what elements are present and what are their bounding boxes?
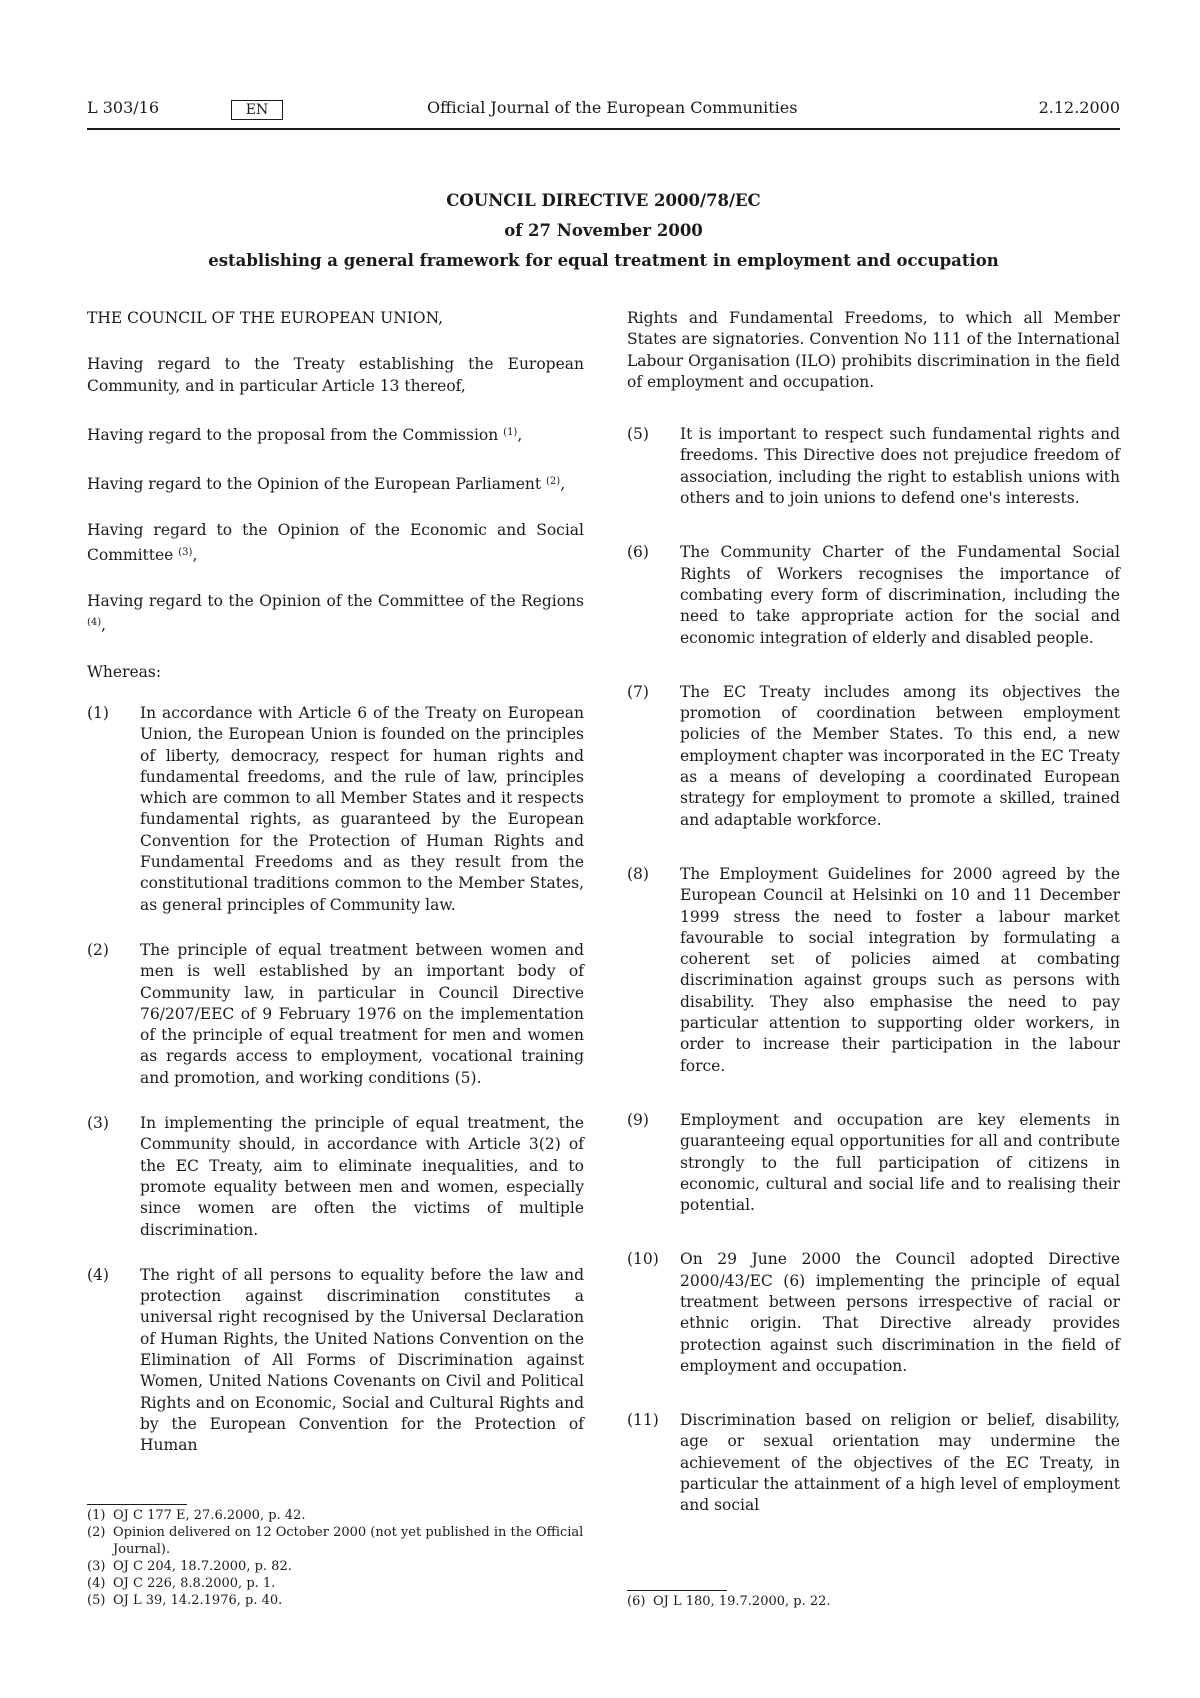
- council-line: THE COUNCIL OF THE EUROPEAN UNION,: [87, 309, 444, 327]
- footnote-rule: [627, 1590, 727, 1591]
- recital-text: The Employment Guidelines for 2000 agreed by the European Council at Helsinki on 10 and 11 December 1999 stress the need to foster a labour market favourable to social integration by formulating a coherent set of policies aimed at combating discrimination against groups such as persons with disability. They also emphasise the need to pay particular attention to supporting older workers, in order to increase their participation in the labour force.: [680, 864, 1120, 1075]
- footnote-mark: (6): [627, 1594, 646, 1609]
- recital-number: (11): [627, 1411, 659, 1430]
- recital-text: The Community Charter of the Fundamental Social Rights of Workers recognises the importance of combating every form of discrimination, including the need to take appropriate action for the social and economic integration of elderly and disabled people.: [680, 543, 1120, 647]
- recital-number: (5): [627, 425, 649, 444]
- document-title: [87, 186, 1120, 276]
- publication-date: 2.12.2000: [1038, 98, 1120, 117]
- footnote-ref[interactable]: (3): [178, 546, 193, 558]
- citation-text: Having regard to the Opinion of the Committee of the Regions: [87, 592, 584, 611]
- recital-number: (9): [627, 1110, 649, 1129]
- recital-number: (1): [87, 703, 109, 722]
- footnotes-right: [627, 1590, 1120, 1610]
- recital-number: (4): [87, 1265, 109, 1284]
- header-rule: [87, 128, 1120, 130]
- recital: [627, 1410, 1120, 1516]
- continuation-paragraph: Rights and Fundamental Freedoms, to which all Member States are signatories. Convention No 111 of the International Labour Organisation (ILO) prohibits discrimination in the field of employment and occupation.: [627, 309, 1120, 391]
- footnote-text: OJ C 177 E, 27.6.2000, p. 42.: [113, 1508, 306, 1523]
- recital-text: Employment and occupation are key elements in guaranteeing equal opportunities for all and contribute strongly to the full participation of citizens in economic, cultural and social life and to realising their potential.: [680, 1110, 1120, 1215]
- citation-text: Having regard to the Opinion of the European Parliament: [87, 475, 547, 494]
- footnote: [627, 1593, 1120, 1610]
- recital: [87, 940, 584, 1089]
- journal-title: Official Journal of the European Communities: [427, 98, 798, 117]
- citation-tail: ,: [560, 475, 566, 494]
- recital: [627, 424, 1120, 509]
- footnote-text: OJ C 226, 8.8.2000, p. 1.: [113, 1576, 276, 1591]
- citation-paragraph: [87, 422, 584, 446]
- recital: [87, 1265, 584, 1457]
- footnote-ref[interactable]: (2): [546, 476, 561, 488]
- footnote: [87, 1592, 584, 1609]
- footnote: [87, 1524, 584, 1558]
- citation-tail: ,: [101, 616, 107, 635]
- title-line-3: establishing a general framework for equal treatment in employment and occupation: [208, 251, 999, 270]
- left-column: [87, 308, 584, 1480]
- citation-paragraph: [87, 471, 584, 495]
- footnote-text: Opinion delivered on 12 October 2000 (not yet published in the Official Journal).: [113, 1525, 584, 1557]
- recital: [87, 703, 584, 916]
- page-reference: L 303/16: [87, 98, 159, 117]
- footnote-ref[interactable]: (4): [87, 617, 102, 629]
- whereas-label: Whereas:: [87, 662, 162, 681]
- recital: [87, 1113, 584, 1241]
- language-badge: EN: [231, 100, 283, 120]
- recital-text: The right of all persons to equality before the law and protection against discrimination constitutes a universal right recognised by the Universal Declaration of Human Rights, the United Nations Convention on the Elimination of All Forms of Discrimination against Women, United Nations Covenants on Civil and Political Rights and on Economic, Social and Cultural Rights and by the European Convention for the Protection of Human: [140, 1265, 584, 1455]
- footnote-mark: (2): [87, 1525, 106, 1540]
- citation-text: Having regard to the Treaty establishing the European Community, and in particular Article 13 thereof,: [87, 355, 584, 395]
- recital-text: It is important to respect such fundamental rights and freedoms. This Directive does not prejudice freedom of association, including the right to establish unions with others and to join unions to defend one's interests.: [680, 425, 1120, 508]
- citation-paragraph: [87, 591, 584, 637]
- title-line-1: COUNCIL DIRECTIVE 2000/78/EC: [446, 191, 761, 210]
- right-column: [627, 308, 1120, 1517]
- footnote-rule: [87, 1504, 187, 1505]
- recital-text: The principle of equal treatment between women and men is well established by an important body of Community law, in particular in Council Directive 76/207/EEC of 9 February 1976 on the implementation of the principle of equal treatment for men and women as regards access to employment, vocational training and promotion, and working conditions (5).: [140, 940, 584, 1087]
- recital-text: The EC Treaty includes among its objectives the promotion of coordination between employment policies of the Member States. To this end, a new employment chapter was incorporated in the EC Treaty as a means of developing a coordinated European strategy for employment to promote a skilled, trained and adaptable workforce.: [680, 682, 1120, 829]
- recital: [627, 542, 1120, 648]
- page-header: [87, 98, 1120, 124]
- recital-number: (10): [627, 1250, 659, 1269]
- citation-paragraph: [87, 520, 584, 566]
- recital: [627, 864, 1120, 1077]
- footnote-mark: (3): [87, 1559, 106, 1574]
- recital: [627, 1249, 1120, 1377]
- recital-number: (6): [627, 543, 649, 562]
- citation-text: Having regard to the proposal from the Commission: [87, 425, 504, 444]
- recital-number: (2): [87, 940, 109, 959]
- footnote-mark: (5): [87, 1593, 106, 1608]
- footnote-mark: (4): [87, 1576, 106, 1591]
- recital-text: In implementing the principle of equal treatment, the Community should, in accordance with Article 3(2) of the EC Treaty, aim to eliminate inequalities, and to promote equality between men and women, especially since women are often the victims of multiple discrimination.: [140, 1114, 584, 1239]
- recital-number: (8): [627, 864, 649, 883]
- recital-text: On 29 June 2000 the Council adopted Directive 2000/43/EC (6) implementing the principle of equal treatment between persons irrespective of racial or ethnic origin. That Directive already provides protection against such discrimination in the field of employment and occupation.: [680, 1250, 1120, 1375]
- footnote: [87, 1558, 584, 1575]
- footnote: [87, 1575, 584, 1592]
- footnote-mark: (1): [87, 1508, 106, 1523]
- citation-text: Having regard to the Opinion of the Economic and Social Committee: [87, 521, 584, 564]
- footnote-ref[interactable]: (1): [503, 426, 518, 438]
- recital-number: (7): [627, 682, 649, 701]
- recital-text: In accordance with Article 6 of the Treaty on European Union, the European Union is founded on the principles of liberty, democracy, respect for human rights and fundamental freedoms, and the rule of law, principles which are common to all Member States and it respects fundamental rights, as guaranteed by the European Convention for the Protection of Human Rights and Fundamental Freedoms and as they result from the constitutional traditions common to the Member States, as general principles of Community law.: [140, 703, 584, 914]
- citation-tail: ,: [517, 425, 523, 444]
- citation-paragraph: [87, 354, 584, 397]
- footnote-text: OJ C 204, 18.7.2000, p. 82.: [113, 1559, 292, 1574]
- footnote-text: OJ L 39, 14.2.1976, p. 40.: [113, 1593, 283, 1608]
- footnote: [87, 1507, 584, 1524]
- title-line-2: of 27 November 2000: [504, 221, 703, 240]
- footnote-text: OJ L 180, 19.7.2000, p. 22.: [653, 1594, 831, 1609]
- footnotes-left: [87, 1504, 584, 1609]
- recital-text: Discrimination based on religion or belief, disability, age or sexual orientation may undermine the achievement of the objectives of the EC Treaty, in particular the attainment of a high level of employment and social: [680, 1411, 1120, 1515]
- recital: [627, 1110, 1120, 1216]
- recital-number: (3): [87, 1114, 109, 1133]
- citation-tail: ,: [192, 545, 198, 564]
- recital: [627, 682, 1120, 831]
